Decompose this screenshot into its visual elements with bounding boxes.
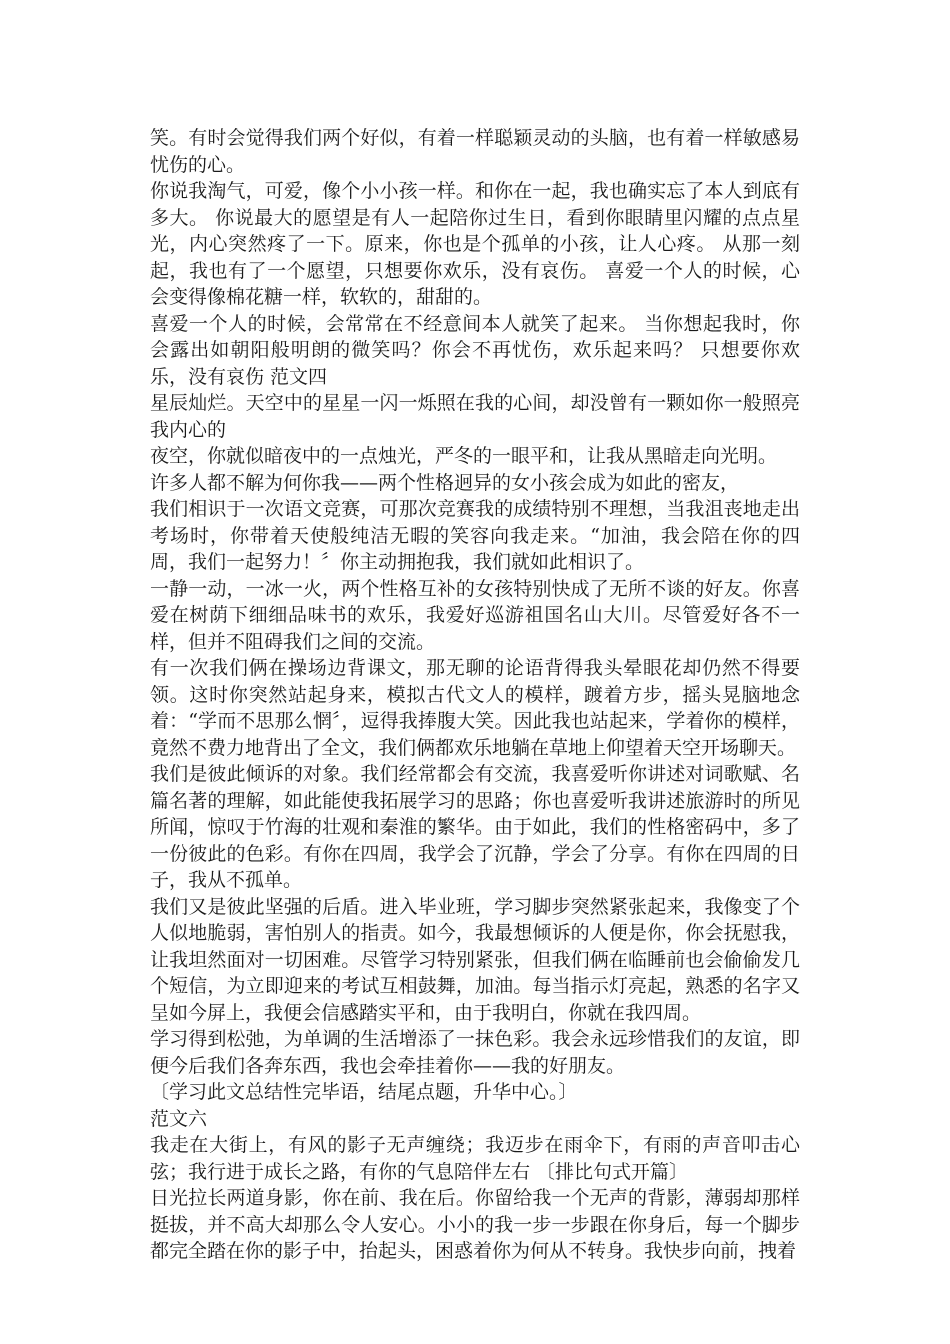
section-heading: 范文六	[150, 1107, 208, 1130]
paragraph: 你说我淘气，可爱，像个小小孩一样。和你在一起，我也确实忘了本人到底有多大。 你说最大的愿望是有人一起陪你过生日，看到你眼睛里闪耀的点点星光，内心突然疼了一下。原来，你也是个孤单的小孩，让人心疼。 从那一刻起，我也有了一个愿望，只想要你欢乐，没有哀伤。 喜爱一个人的时候，心会变得像棉花糖一样，软软的，甜甜的。	[150, 180, 800, 308]
paragraph: 我们相识于一次语文竞赛，可那次竞赛我的成绩特别不理想，当我沮丧地走出考场时，你带着天使般纯洁无暇的笑容向我走来。“加油，我会陪在你的四周，我们一起努力！〞你主动拥抱我，我们就如此相识了。	[150, 498, 800, 573]
paragraph: 夜空，你就似暗夜中的一点烛光，严冬的一眼平和，让我从黑暗走向光明。	[150, 445, 778, 467]
paragraph: 日光拉长两道身影，你在前、我在后。你留给我一个无声的背影，薄弱却那样挺拔，并不高大却那么令人安心。小小的我一步一步跟在你身后，每一个脚步都完全踏在你的影子中，抬起头，困惑着你为何从不转身。我快步向前，拽着	[150, 1187, 800, 1262]
paragraph: 有一次我们俩在操场边背课文，那无聊的论语背得我头晕眼花却仍然不得要领。这时你突然站起身来，模拟古代文人的模样，踱着方步，摇头晃脑地念着：“学而不思那么惘〞，逗得我捧腹大笑。因此我也站起来，学着你的模样，竟然不费力地背出了全文，我们俩都欢乐地躺在草地上仰望着天空开场聊天。	[150, 657, 800, 759]
paragraph: 我们是彼此倾诉的对象。我们经常都会有交流，我喜爱听你讲述对词歌赋、名篇名著的理解，如此能使我拓展学习的思路；你也喜爱听我讲述旅游时的所见所闻，惊叹于竹海的壮观和秦淮的繁华。由于如此，我们的性格密码中，多了一份彼此的色彩。有你在四周，我学会了沉静，学会了分享。有你在四周的日子，我从不孤单。	[150, 763, 800, 891]
paragraph: 我们又是彼此坚强的后盾。进入毕业班，学习脚步突然紧张起来，我像变了个人似地脆弱，害怕别人的指责。如今，我最想倾诉的人便是你，你会抚慰我，让我坦然面对一切困难。尽管学习特别紧张，但我们俩在临睡前也会偷偷发几个短信，为立即迎来的考试互相鼓舞，加油。每当指示灯亮起，熟悉的名字又呈如今屏上，我便会信感踏实平和，由于我明白，你就在我四周。	[150, 895, 800, 1024]
paragraph: 星辰灿烂。天空中的星星一闪一烁照在我的心间，却没曾有一颗如你一般照亮我内心的	[150, 392, 800, 441]
paragraph: 学习得到松弛，为单调的生活增添了一抹色彩。我会永远珍惜我们的友谊，即便今后我们各奔东西，我也会牵挂着你——我的好朋友。	[150, 1028, 800, 1077]
document-body	[150, 125, 800, 1265]
paragraph: 我走在大街上，有风的影子无声缠绕；我迈步在雨伞下，有雨的声音叩击心弦；我行进于成长之路，有你的气息陪伴左右 〔排比句式开篇〕	[150, 1134, 800, 1183]
paragraph: 喜爱一个人的时候，会常常在不经意间本人就笑了起来。 当你想起我时，你会露出如朝阳般明朗的微笑吗？你会不再忧伤，欢乐起来吗？ 只想要你欢乐，没有哀伤 范文四	[150, 312, 800, 388]
annotation-note: 〔学习此文总结性完毕语，结尾点题，升华中心。〕	[150, 1081, 578, 1103]
paragraph: 一静一动，一冰一火，两个性格互补的女孩特别快成了无所不谈的好友。你喜爱在树荫下细细品味书的欢乐，我爱好巡游祖国名山大川。尽管爱好各不一样，但并不阻碍我们之间的交流。	[150, 577, 800, 653]
paragraph: 笑。有时会觉得我们两个好似，有着一样聪颖灵动的头脑，也有着一样敏感易忧伤的心。	[150, 127, 800, 176]
paragraph: 许多人都不解为何你我——两个性格迥异的女小孩会成为如此的密友，	[150, 471, 740, 494]
